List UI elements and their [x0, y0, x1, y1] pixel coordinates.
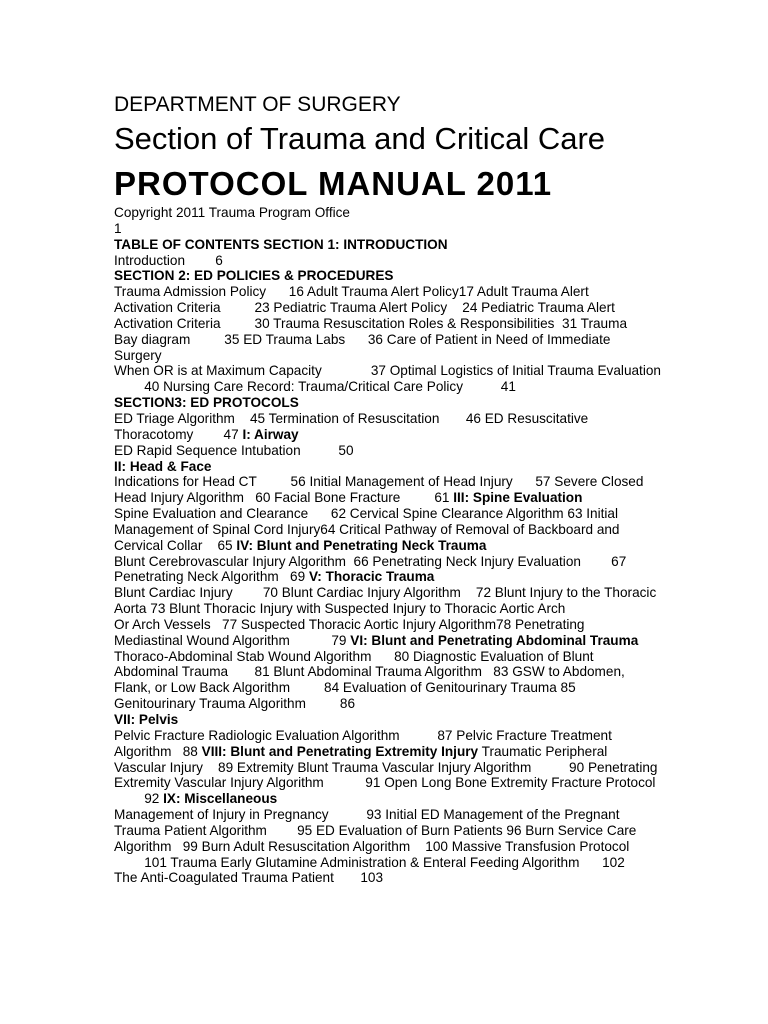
toc-entry-text: Aorta 73 Blunt Thoracic Injury with Suspected Injury to Thoracic Aortic Arch	[114, 601, 566, 617]
toc-entry-text: Introduction 6	[114, 252, 223, 268]
toc-entry-text: Head Injury Algorithm 60 Facial Bone Fracture 61	[114, 490, 454, 506]
toc-line	[114, 268, 754, 284]
toc-line	[114, 870, 754, 886]
toc-line	[114, 490, 754, 506]
toc-line	[114, 427, 754, 443]
toc-section-heading: II: Head & Face	[114, 458, 212, 474]
toc-entry-text: Algorithm 99 Burn Adult Resuscitation Algorithm 100 Massive Transfusion Protocol	[114, 838, 630, 854]
toc-entry-text: Copyright 2011 Trauma Program Office	[114, 205, 350, 220]
toc-entry-text: Activation Criteria 30 Trauma Resuscitation Roles & Responsibilities 31 Trauma	[114, 315, 628, 331]
toc-entry-text: ED Triage Algorithm 45 Termination of Resuscitation 46 ED Resuscitative	[114, 410, 589, 426]
toc-section-heading: SECTION3: ED PROTOCOLS	[114, 395, 299, 411]
toc-line	[114, 332, 754, 348]
toc-entry-text: Blunt Cerebrovascular Injury Algorithm 66 Penetrating Neck Injury Evaluation 67	[114, 553, 627, 569]
toc-line	[114, 459, 754, 475]
toc-line	[114, 680, 754, 696]
toc-section-heading: VIII: Blunt and Penetrating Extremity Injury	[201, 743, 479, 759]
toc-entry-text: Trauma Patient Algorithm 95 ED Evaluation of Burn Patients 96 Burn Service Care	[114, 822, 637, 838]
toc-entry-text: Extremity Vascular Injury Algorithm 91 Open Long Bone Extremity Fracture Protocol	[114, 775, 656, 791]
department-heading: DEPARTMENT OF SURGERY	[114, 93, 401, 116]
toc-line	[114, 205, 754, 221]
toc-line	[114, 237, 754, 253]
toc-section-heading: III: Spine Evaluation	[453, 490, 583, 506]
toc-entry-text: Vascular Injury 89 Extremity Blunt Trauma Vascular Injury Algorithm 90 Penetrating	[114, 759, 658, 775]
toc-line	[114, 791, 754, 807]
toc-line	[114, 474, 754, 490]
toc-line	[114, 744, 754, 760]
toc-line	[114, 221, 754, 237]
toc-entry-text: 1	[114, 220, 122, 236]
toc-entry-text: ED Rapid Sequence Intubation 50	[114, 442, 354, 458]
toc-line	[114, 696, 754, 712]
toc-line	[114, 633, 754, 649]
toc-entry-text: Traumatic Peripheral	[478, 743, 608, 759]
toc-entry-text: Penetrating Neck Algorithm 69	[114, 569, 309, 585]
toc-entry-text: Blunt Cardiac Injury 70 Blunt Cardiac Injury Algorithm 72 Blunt Injury to the Thoracic	[114, 585, 657, 601]
toc-line	[114, 506, 754, 522]
toc-entry-text: Surgery	[114, 347, 162, 363]
toc-line	[114, 728, 754, 744]
toc-line	[114, 617, 754, 633]
toc-entry-text: Activation Criteria 23 Pediatric Trauma Alert Policy 24 Pediatric Trauma Alert	[114, 300, 615, 316]
toc-section-heading: V: Thoracic Trauma	[308, 569, 435, 585]
toc-entry-text: Trauma Admission Policy 16 Adult Trauma Alert Policy17 Adult Trauma Alert	[114, 284, 589, 300]
toc-entry-text: Abdominal Trauma 81 Blunt Abdominal Trauma Algorithm 83 GSW to Abdomen,	[114, 664, 625, 680]
toc-line	[114, 569, 754, 585]
toc-entry-text: Management of Injury in Pregnancy 93 Initial ED Management of the Pregnant	[114, 807, 620, 823]
manual-title: PROTOCOL MANUAL 2011	[114, 165, 553, 202]
toc-section-heading: TABLE OF CONTENTS SECTION 1: INTRODUCTION	[114, 236, 448, 252]
toc-line	[114, 760, 754, 776]
toc-entry-text: Algorithm 88	[114, 743, 202, 759]
toc-line	[114, 348, 754, 364]
toc-entry-text: Genitourinary Trauma Algorithm 86	[114, 696, 356, 712]
toc-line	[114, 443, 754, 459]
toc-entry-text: Thoracotomy 47	[114, 426, 243, 442]
toc-entry-text: Flank, or Low Back Algorithm 84 Evaluation of Genitourinary Trauma 85	[114, 680, 576, 696]
toc-line	[114, 775, 754, 791]
toc-entry-text: The Anti-Coagulated Trauma Patient 103	[114, 870, 384, 886]
toc-entry-text: Bay diagram 35 ED Trauma Labs 36 Care of Patient in Need of Immediate	[114, 331, 611, 347]
toc-entry-text: Or Arch Vessels 77 Suspected Thoracic Aortic Injury Algorithm78 Penetrating	[114, 616, 585, 632]
toc-line	[114, 379, 754, 395]
toc-entry-text: Cervical Collar 65	[114, 537, 237, 553]
toc-section-heading: IV: Blunt and Penetrating Neck Trauma	[236, 537, 487, 553]
toc-line	[114, 839, 754, 855]
table-of-contents	[114, 205, 754, 886]
toc-entry-text: Pelvic Fracture Radiologic Evaluation Algorithm 87 Pelvic Fracture Treatment	[114, 727, 612, 743]
toc-line	[114, 585, 754, 601]
toc-line	[114, 363, 754, 379]
toc-line	[114, 712, 754, 728]
section-heading: Section of Trauma and Critical Care	[114, 121, 606, 156]
toc-line	[114, 395, 754, 411]
toc-entry-text: Thoraco-Abdominal Stab Wound Algorithm 80 Diagnostic Evaluation of Blunt	[114, 648, 594, 664]
toc-section-heading: IX: Miscellaneous	[163, 791, 278, 807]
toc-line	[114, 554, 754, 570]
toc-entry-text: Indications for Head CT 56 Initial Management of Head Injury 57 Severe Closed	[114, 474, 644, 490]
toc-line	[114, 316, 754, 332]
toc-entry-text: 40 Nursing Care Record: Trauma/Critical Care Policy 41	[114, 379, 516, 395]
toc-line	[114, 253, 754, 269]
toc-entry-text: 92	[114, 791, 164, 807]
toc-line	[114, 538, 754, 554]
toc-line	[114, 664, 754, 680]
toc-line	[114, 522, 754, 538]
toc-entry-text: Management of Spinal Cord Injury64 Critical Pathway of Removal of Backboard and	[114, 521, 620, 537]
toc-line	[114, 855, 754, 871]
toc-line	[114, 411, 754, 427]
toc-entry-text: Spine Evaluation and Clearance 62 Cervical Spine Clearance Algorithm 63 Initial	[114, 506, 619, 522]
toc-line	[114, 300, 754, 316]
toc-section-heading: VII: Pelvis	[114, 712, 179, 727]
toc-line	[114, 807, 754, 823]
toc-line	[114, 649, 754, 665]
toc-entry-text: 101 Trauma Early Glutamine Administration & Enteral Feeding Algorithm 102	[114, 854, 625, 870]
toc-line	[114, 284, 754, 300]
toc-section-heading: VI: Blunt and Penetrating Abdominal Trauma	[350, 632, 639, 648]
toc-section-heading: I: Airway	[242, 426, 299, 442]
toc-line	[114, 823, 754, 839]
toc-line	[114, 601, 754, 617]
toc-entry-text: Mediastinal Wound Algorithm 79	[114, 632, 351, 648]
toc-section-heading: SECTION 2: ED POLICIES & PROCEDURES	[114, 268, 394, 284]
toc-entry-text: When OR is at Maximum Capacity 37 Optimal Logistics of Initial Trauma Evaluation	[114, 363, 661, 379]
